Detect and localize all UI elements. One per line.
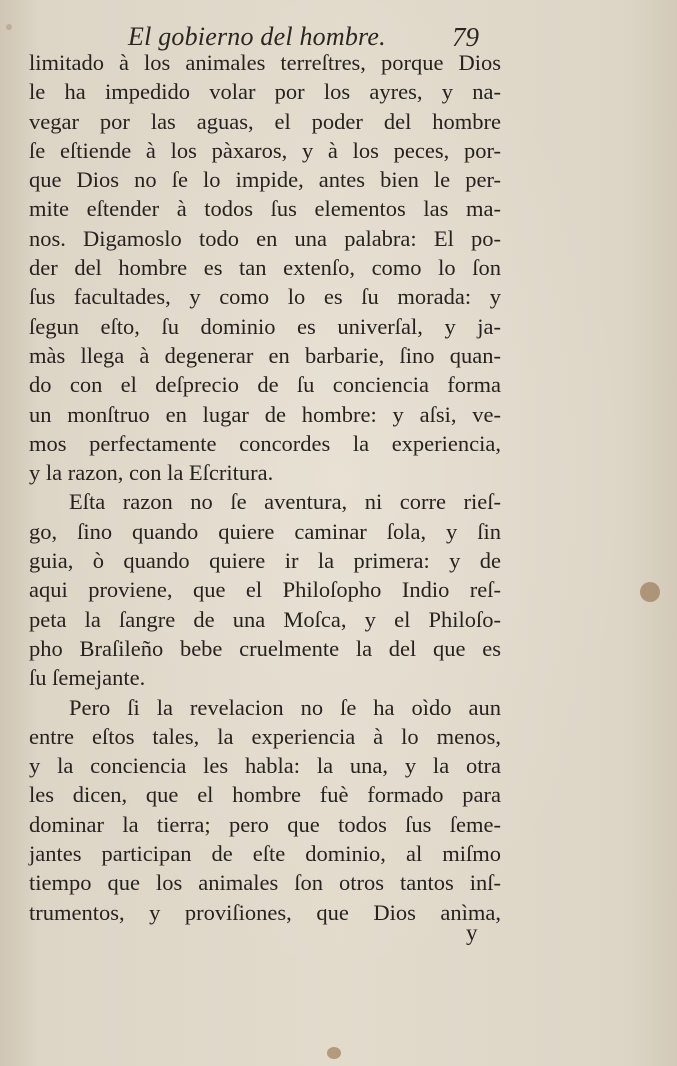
text-line: do con el deſprecio de ſu conciencia forma — [29, 372, 501, 398]
page-number: 79 — [452, 22, 479, 52]
text-line: ſegun eſto, ſu dominio es univerſal, y ja- — [29, 313, 501, 339]
body-text — [29, 48, 501, 927]
text-line: go, ſino quando quiere caminar ſola, y ſin — [29, 518, 501, 544]
text-line: pho Braſileño bebe cruelmente la del que es — [29, 635, 501, 661]
text-line: que Dios no ſe lo impide, antes bien le per- — [29, 167, 501, 193]
text-line: mos perfectamente concordes la experiencia, — [29, 430, 501, 456]
text-line: aqui proviene, que el Philoſopho Indio reſ- — [29, 577, 501, 603]
text-line: ſus facultades, y como lo es ſu morada: y — [29, 284, 501, 310]
text-line: ſe eſtiende à los pàxaros, y à los peces, por- — [29, 137, 501, 163]
text-line: nos. Digamoslo todo en una palabra: El po- — [29, 225, 501, 251]
text-line: entre eſtos tales, la experiencia à lo menos, — [29, 723, 501, 749]
text-line: y la conciencia les habla: la una, y la otra — [29, 753, 501, 779]
text-line: jantes participan de eſte dominio, al miſmo — [29, 841, 501, 867]
running-title: El gobierno del hombre. — [128, 22, 386, 51]
text-line: limitado à los animales terreſtres, porque Dios — [29, 50, 501, 75]
text-line: les dicen, que el hombre fuè formado para — [29, 782, 501, 808]
catchword: y — [466, 920, 478, 945]
text-line: guia, ò quando quiere ir la primera: y de — [29, 548, 501, 574]
text-line: tiempo que los animales ſon otros tantos inſ- — [29, 870, 501, 896]
text-line: mite eſtender à todos ſus elementos las ma- — [29, 196, 501, 222]
paper-stain — [327, 1047, 341, 1059]
text-line: peta la ſangre de una Moſca, y el Philoſo- — [29, 606, 501, 632]
text-line: vegar por las aguas, el poder del hombre — [29, 108, 501, 134]
text-line: trumentos, y proviſiones, que Dios anìma, — [29, 899, 501, 925]
text-line: màs llega à degenerar en barbarie, ſino quan- — [29, 342, 501, 368]
text-line: le ha impedido volar por los ayres, y na- — [29, 79, 501, 105]
text-line: ſu ſemejante. — [29, 665, 146, 691]
text-line: y la razon, con la Eſcritura. — [29, 460, 274, 486]
paragraph-first-line: Pero ſi la revelacion no ſe ha oìdo aun — [69, 694, 501, 720]
text-line: der del hombre es tan extenſo, como lo ſon — [29, 255, 501, 281]
paragraph-first-line: Eſta razon no ſe aventura, ni corre rieſ- — [69, 489, 501, 515]
paper-stain — [640, 582, 660, 602]
text-line: dominar la tierra; pero que todos ſus ſeme- — [29, 811, 501, 837]
text-line: un monſtruo en lugar de hombre: y aſsi, ve- — [29, 401, 501, 427]
